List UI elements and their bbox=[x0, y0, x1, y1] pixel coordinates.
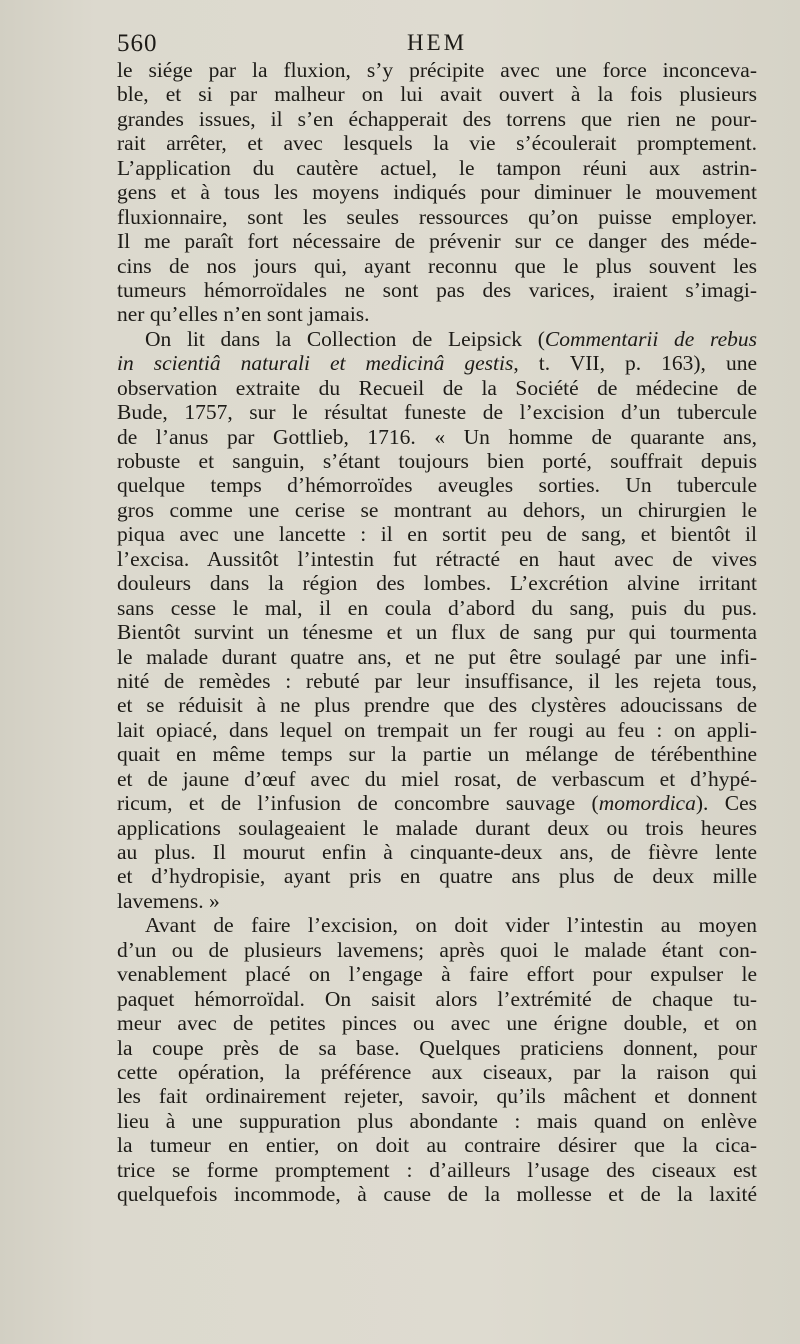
text-line bbox=[117, 327, 757, 351]
text-line bbox=[117, 669, 757, 693]
text-segment: la coupe près de sa base. Quelques praticiens donnent, pour bbox=[117, 1035, 757, 1060]
text-segment: gros comme une cerise se montrant au dehors, un chirurgien le bbox=[117, 497, 757, 522]
text-segment: et de jaune d’œuf avec du miel rosat, de verbascum et d’hypé- bbox=[117, 766, 757, 791]
text-segment: ricum, et de l’infusion de concombre sauvage ( bbox=[117, 791, 599, 816]
italic-segment: Commentarii de rebus bbox=[544, 326, 757, 351]
text-line bbox=[117, 645, 757, 669]
text-line bbox=[117, 693, 757, 717]
text-segment: quait en même temps sur la partie un mélange de térébenthine bbox=[117, 742, 757, 767]
text-segment: fluxionnaire, sont les seules ressources qu’on puisse employer. bbox=[117, 204, 757, 229]
text-line bbox=[117, 131, 757, 155]
text-line bbox=[117, 376, 757, 400]
text-segment: Il me paraît fort nécessaire de prévenir sur ce danger des méde- bbox=[117, 229, 757, 254]
text-line bbox=[117, 1182, 757, 1206]
text-line bbox=[117, 620, 757, 644]
text-segment: lieu à une suppuration plus abondante : mais quand on enlève bbox=[117, 1108, 757, 1133]
text-line bbox=[117, 718, 757, 742]
text-segment: la tumeur en entier, on doit au contraire désirer que la cica- bbox=[117, 1133, 757, 1158]
text-line bbox=[117, 278, 757, 302]
text-segment: tumeurs hémorroïdales ne sont pas des varices, iraient s’imagi- bbox=[117, 277, 757, 302]
text-segment: cins de nos jours qui, ayant reconnu que le plus souvent les bbox=[117, 253, 757, 278]
text-line bbox=[117, 571, 757, 595]
text-segment: de l’anus par Gottlieb, 1716. « Un homme de quarante ans, bbox=[117, 424, 757, 449]
text-segment: venablement placé on l’engage à faire effort pour expulser le bbox=[117, 962, 757, 987]
text-line bbox=[117, 156, 757, 180]
text-line bbox=[117, 205, 757, 229]
text-segment: observation extraite du Recueil de la Société de médecine de bbox=[117, 375, 757, 400]
italic-segment: momordica bbox=[598, 791, 696, 816]
text-segment: , t. VII, p. 163), une bbox=[513, 351, 757, 376]
text-segment: grandes issues, il s’en échapperait des torrens que rien ne pour- bbox=[117, 106, 757, 131]
text-segment: L’application du cautère actuel, le tampon réuni aux astrin- bbox=[117, 155, 757, 180]
text-line bbox=[117, 302, 757, 326]
text-line bbox=[117, 1158, 757, 1182]
text-segment: sans cesse le mal, il en coula d’abord du sang, puis du pus. bbox=[117, 595, 757, 620]
text-line bbox=[117, 913, 757, 937]
text-line bbox=[117, 351, 757, 375]
body-text bbox=[117, 58, 757, 1207]
text-line bbox=[117, 1036, 757, 1060]
text-line bbox=[117, 1109, 757, 1133]
text-segment: d’un ou de plusieurs lavemens; après quoi le malade étant con- bbox=[117, 937, 757, 962]
text-line bbox=[117, 742, 757, 766]
text-line bbox=[117, 962, 757, 986]
text-segment: trice se forme promptement : d’ailleurs l’usage des ciseaux est bbox=[117, 1157, 757, 1182]
text-segment: au plus. Il mourut enfin à cinquante-deux ans, de fièvre lente bbox=[117, 840, 757, 864]
text-segment: cette opération, la préférence aux ciseaux, par la raison qui bbox=[117, 1059, 757, 1084]
text-line bbox=[117, 449, 757, 473]
text-segment: On lit dans la Collection de Leipsick ( bbox=[145, 326, 545, 351]
text-line bbox=[117, 229, 757, 253]
text-line bbox=[117, 400, 757, 424]
text-segment: nité de remèdes : rebuté par leur insuffisance, il les rejeta tous, bbox=[117, 668, 757, 693]
text-segment: lavemens. » bbox=[117, 888, 220, 913]
text-segment: quelquefois incommode, à cause de la mollesse et de la laxité bbox=[117, 1182, 757, 1207]
text-line bbox=[117, 596, 757, 620]
text-line bbox=[117, 107, 757, 131]
text-line bbox=[117, 987, 757, 1011]
text-segment: quelque temps d’hémorroïdes aveugles sorties. Un tubercule bbox=[117, 473, 757, 498]
text-segment: le siége par la fluxion, s’y précipite avec une force inconceva- bbox=[117, 58, 757, 82]
text-line bbox=[117, 82, 757, 106]
text-line bbox=[117, 425, 757, 449]
text-segment: paquet hémorroïdal. On saisit alors l’extrémité de chaque tu- bbox=[117, 986, 757, 1011]
text-segment: douleurs dans la région des lombes. L’excrétion alvine irritant bbox=[117, 571, 757, 596]
text-line bbox=[117, 1060, 757, 1084]
text-line bbox=[117, 522, 757, 546]
running-head: HEM bbox=[407, 30, 468, 55]
text-line bbox=[117, 58, 757, 82]
text-segment: piqua avec une lancette : il en sortit peu de sang, et bientôt il bbox=[117, 522, 757, 547]
text-line bbox=[117, 889, 757, 913]
text-line bbox=[117, 1133, 757, 1157]
text-segment: le malade durant quatre ans, et ne put être soulagé par une infi- bbox=[117, 644, 757, 669]
text-line bbox=[117, 254, 757, 278]
text-segment: Bientôt survint un ténesme et un flux de sang pur qui tourmenta bbox=[117, 620, 757, 645]
text-segment: rait arrêter, et avec lesquels la vie s’écoulerait promptement. bbox=[117, 131, 757, 156]
text-segment: l’excisa. Aussitôt l’intestin fut rétracté en haut avec de vives bbox=[117, 546, 757, 571]
text-line bbox=[117, 547, 757, 571]
text-line bbox=[117, 938, 757, 962]
text-line bbox=[117, 840, 757, 864]
page-number: 560 bbox=[117, 30, 158, 57]
text-line bbox=[117, 767, 757, 791]
text-segment: Bude, 1757, sur le résultat funeste de l’excision d’un tubercule bbox=[117, 400, 757, 425]
text-line bbox=[117, 1084, 757, 1108]
text-segment: applications soulageaient le malade durant deux ou trois heures bbox=[117, 815, 757, 840]
text-line bbox=[117, 816, 757, 840]
text-line bbox=[117, 791, 757, 815]
text-segment: ). Ces bbox=[695, 791, 757, 816]
text-line bbox=[117, 498, 757, 522]
text-segment: et se réduisit à ne plus prendre que des clystères adoucissans de bbox=[117, 693, 757, 718]
text-segment: lait opiacé, dans lequel on trempait un fer rougi au feu : on appli- bbox=[117, 717, 757, 742]
italic-segment: in scientiâ naturali et medicinâ gestis bbox=[117, 351, 514, 376]
text-segment: ble, et si par malheur on lui avait ouvert à la fois plusieurs bbox=[117, 82, 757, 107]
text-segment: meur avec de petites pinces ou avec une érigne double, et on bbox=[117, 1011, 757, 1036]
text-segment: les fait ordinairement rejeter, savoir, qu’ils mâchent et donnent bbox=[117, 1084, 757, 1109]
text-segment: gens et à tous les moyens indiqués pour diminuer le mouvement bbox=[117, 180, 757, 205]
text-line bbox=[117, 864, 757, 888]
text-segment: robuste et sanguin, s’étant toujours bien porté, souffrait depuis bbox=[117, 449, 757, 473]
text-segment: Avant de faire l’excision, on doit vider l’intestin au moyen bbox=[145, 913, 757, 938]
text-line bbox=[117, 180, 757, 204]
text-segment: et d’hydropisie, ayant pris en quatre ans plus de deux mille bbox=[117, 864, 757, 889]
text-line bbox=[117, 473, 757, 497]
text-segment: ner qu’elles n’en sont jamais. bbox=[117, 302, 370, 327]
text-line bbox=[117, 1011, 757, 1035]
